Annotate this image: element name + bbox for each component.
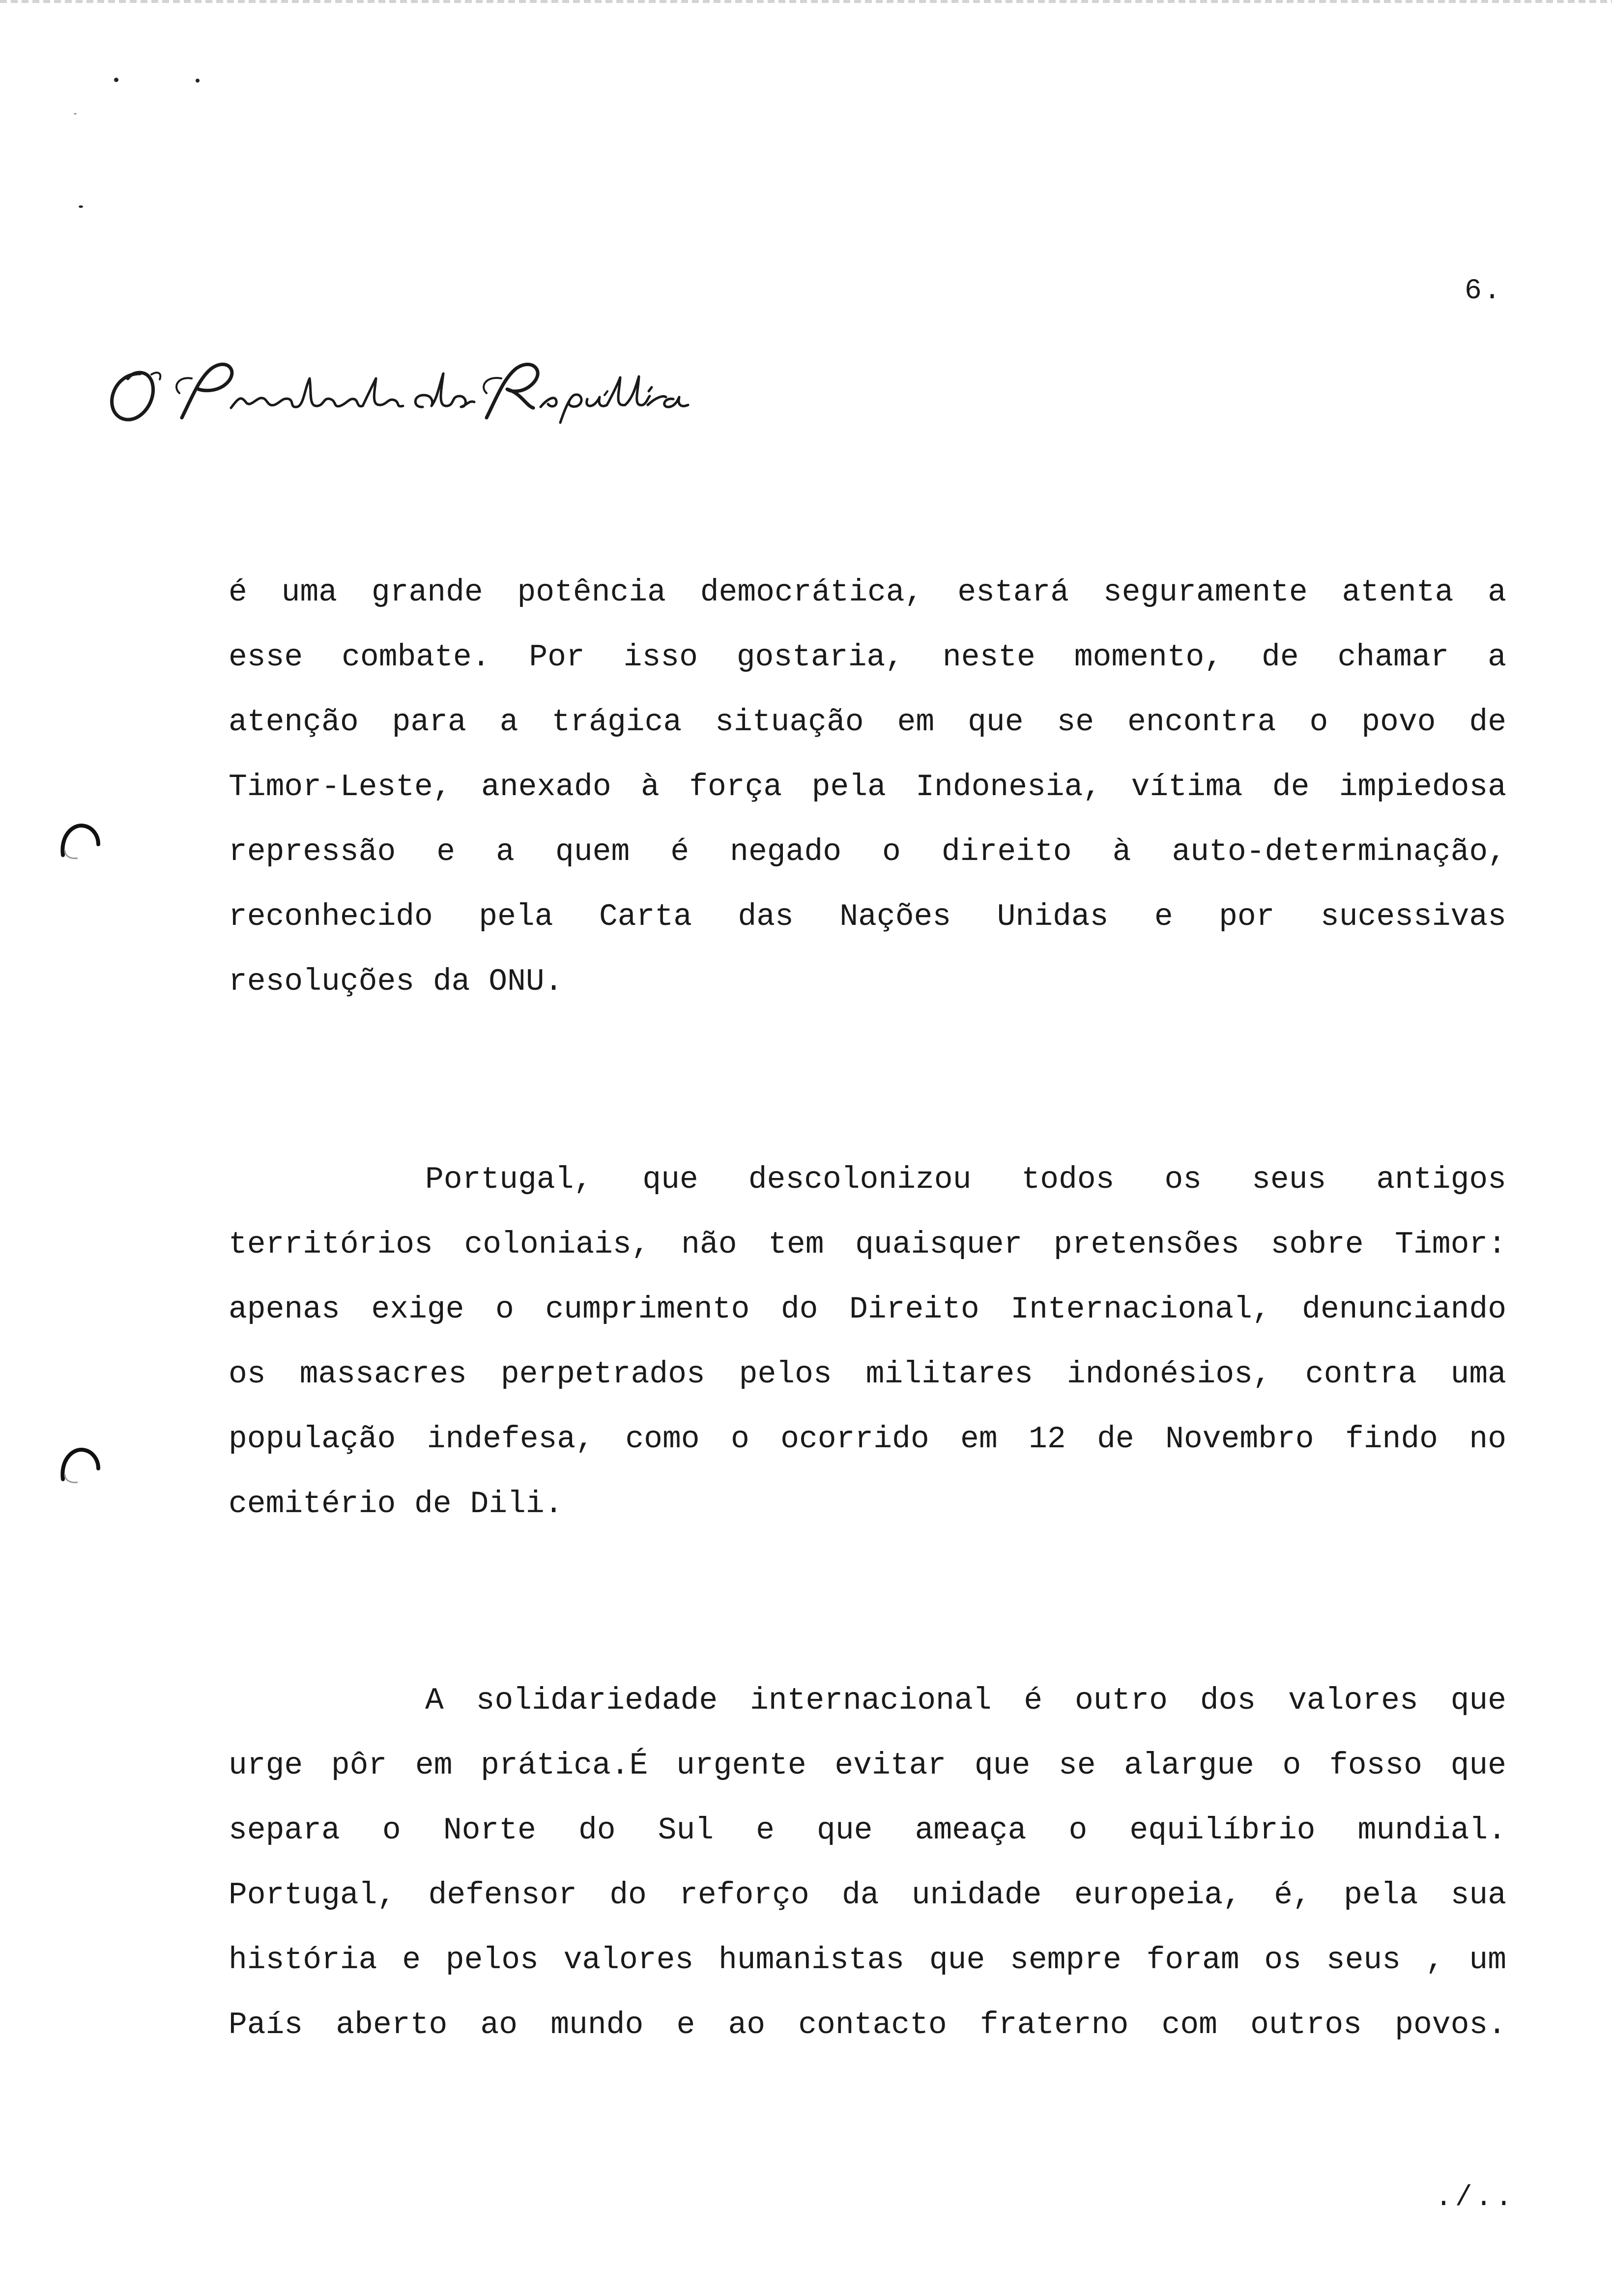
paragraph-1 bbox=[229, 560, 1506, 1014]
text-line: esse combate. Por isso gostaria, neste momento, de chamar a bbox=[229, 640, 1506, 675]
scan-speck bbox=[114, 78, 118, 82]
scan-speck bbox=[74, 113, 77, 115]
text-line: resoluções da ONU. bbox=[229, 964, 563, 999]
paragraph-2 bbox=[229, 1148, 1506, 1537]
scan-speck bbox=[79, 205, 83, 208]
text-line: urge pôr em prática.É urgente evitar que se alargue o fosso que bbox=[229, 1748, 1506, 1783]
text-line: Portugal, defensor do reforço da unidade europeia, é, pela sua bbox=[229, 1878, 1506, 1913]
page-number: 6. bbox=[1465, 275, 1503, 307]
text-line: cemitério de Dili. bbox=[229, 1487, 563, 1521]
text-line: Portugal, que descolonizou todos os seus antigos bbox=[425, 1162, 1506, 1197]
text-line: repressão e a quem é negado o direito à auto-determinação, bbox=[229, 834, 1506, 869]
punch-hole-mark bbox=[58, 821, 102, 860]
paragraph-3 bbox=[229, 1668, 1506, 2058]
continuation-mark: ./.. bbox=[1435, 2182, 1516, 2214]
letterhead-script-graphic bbox=[93, 344, 732, 432]
text-line: territórios coloniais, não tem quaisquer pretensões sobre Timor: bbox=[229, 1227, 1506, 1262]
text-line: País aberto ao mundo e ao contacto fraterno com outros povos. bbox=[229, 2008, 1506, 2042]
text-line: os massacres perpetrados pelos militares indonésios, contra uma bbox=[229, 1357, 1506, 1392]
letterhead-calligraphy bbox=[93, 344, 732, 432]
text-line: população indefesa, como o ocorrido em 12 de Novembro findo no bbox=[229, 1422, 1506, 1457]
scan-speck bbox=[196, 79, 200, 83]
text-line: história e pelos valores humanistas que sempre foram os seus , um bbox=[229, 1943, 1506, 1978]
text-line: atenção para a trágica situação em que se encontra o povo de bbox=[229, 705, 1506, 740]
text-line: reconhecido pela Carta das Nações Unidas e por sucessivas bbox=[229, 899, 1506, 934]
text-line: A solidariedade internacional é outro dos valores que bbox=[425, 1683, 1506, 1718]
scan-top-edge bbox=[0, 0, 1612, 3]
text-line: é uma grande potência democrática, estará seguramente atenta a bbox=[229, 575, 1506, 610]
punch-hole-mark bbox=[58, 1445, 102, 1484]
text-line: separa o Norte do Sul e que ameaça o equilíbrio mundial. bbox=[229, 1813, 1506, 1848]
text-line: apenas exige o cumprimento do Direito Internacional, denunciando bbox=[229, 1292, 1506, 1327]
text-line: Timor-Leste, anexado à força pela Indonesia, vítima de impiedosa bbox=[229, 770, 1506, 804]
